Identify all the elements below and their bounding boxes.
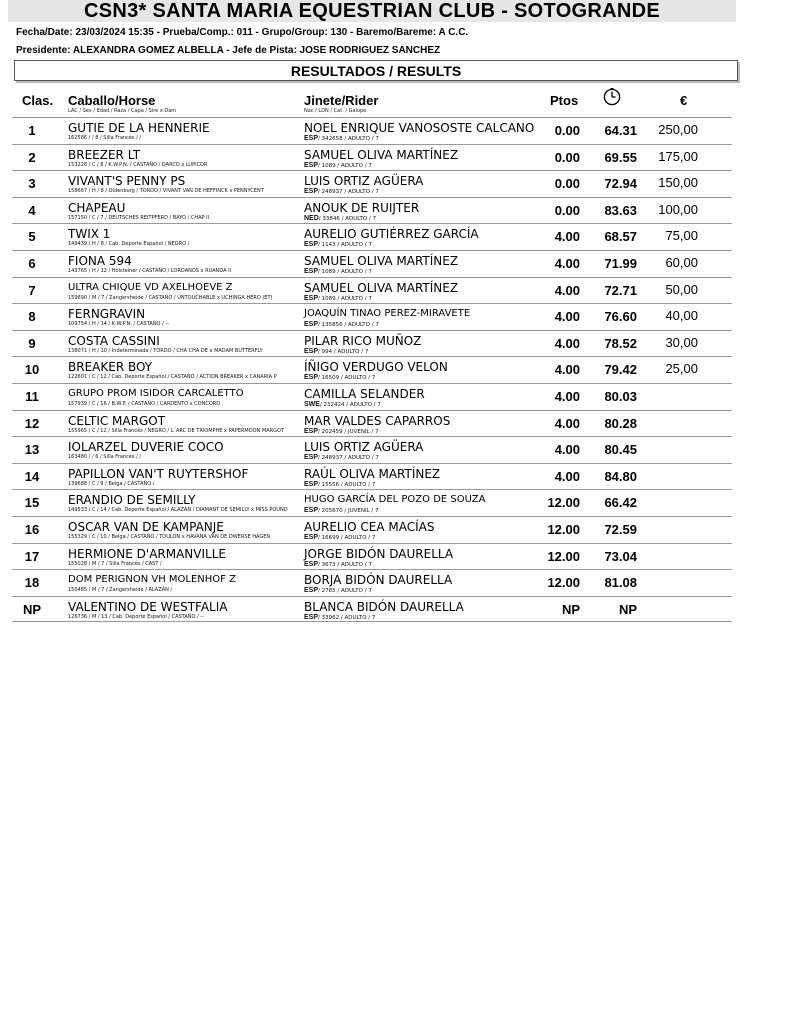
rider-nationality: ESP — [304, 135, 319, 142]
column-header-points: Ptos — [550, 93, 579, 108]
clock-icon — [603, 88, 621, 106]
rider-name: JOAQUÍN TINAO PEREZ-MIRAVETE — [304, 308, 471, 320]
rider-nationality: ESP — [304, 427, 319, 435]
time: 72.94 — [604, 176, 637, 192]
rank: NP — [22, 601, 42, 617]
horse-details: 150485 / M / 7 / Zangersheide / ALAZÁN / — [68, 587, 173, 594]
horse-details: 149533 / C / 14 / Cab. Deporte Español / ALAZÁN / DIAMANT DE SEMILLY x MISS POUND — [68, 507, 288, 514]
prize-money: 30,00 — [665, 334, 698, 350]
horse-details: 109754 / H / 14 / K.W.P.N. / CASTAÑO / -- — [68, 321, 169, 328]
rider-name: SAMUEL OLIVA MARTÍNEZ — [304, 253, 459, 268]
horse-name: FIONA 594 — [68, 253, 132, 268]
rider-name: BORJA BIDÓN DAURELLA — [304, 573, 453, 588]
rank: 14 — [24, 468, 40, 484]
time: 68.57 — [604, 229, 637, 245]
rider-details — [304, 401, 381, 408]
horse-details: 139688 / C / 9 / Belga / CASTAÑO / — [68, 480, 155, 487]
rider-license: / 16699 / ADULTO / 7 — [318, 534, 376, 541]
horse-details: 122601 / C / 12 / Cab. Deporte Español / CASTAÑO / ACTION BREAKER x CANARIA P — [68, 374, 277, 381]
time: 76.60 — [604, 309, 637, 325]
rider-details — [304, 428, 379, 435]
column-header-horse: Caballo/Horse — [68, 93, 156, 108]
rider-name: ÍÑIGO VERDUGO VELON — [304, 360, 448, 375]
rider-details — [304, 215, 376, 222]
points: 0.00 — [554, 202, 580, 218]
points: 4.00 — [554, 442, 580, 458]
points: 0.00 — [554, 149, 580, 165]
time: 66.42 — [604, 495, 637, 511]
rider-details — [304, 295, 372, 302]
horse-name: GUTIE DE LA HENNERIE — [68, 121, 210, 135]
rider-license: / 33962 / ADULTO / 7 — [318, 614, 376, 621]
table-row — [12, 436, 732, 463]
table-row — [12, 303, 732, 330]
officials-info: Presidente: ALEXANDRA GOMEZ ALBELLA - Jefe de Pista: JOSE RODRIGUEZ SANCHEZ — [16, 45, 441, 56]
time: 79.42 — [604, 362, 637, 378]
rider-details — [304, 374, 375, 381]
horse-name: IOLARZEL DUVERIE COCO — [68, 440, 224, 455]
time: 80.45 — [604, 442, 637, 458]
horse-name: BREAKER BOY — [68, 360, 153, 375]
time: 72.71 — [604, 282, 637, 298]
horse-details: 163480 / / 6 / Silla Francés / / — [68, 454, 142, 461]
rider-nationality: SWE — [304, 400, 320, 408]
column-header-rider: Jinete/Rider — [304, 93, 379, 108]
time: 83.63 — [604, 202, 637, 218]
points: 4.00 — [554, 335, 580, 351]
rider-name: PILAR RICO MUÑOZ — [304, 333, 422, 348]
points: 4.00 — [554, 388, 580, 404]
rider-license: / 232424 / ADULTO / 7 — [319, 401, 381, 408]
table-row — [12, 383, 732, 410]
rider-details — [304, 454, 379, 461]
prize-money: 175,00 — [658, 148, 698, 164]
rider-details — [304, 321, 379, 328]
rank: 8 — [28, 309, 36, 325]
horse-details: 155329 / C / 10 / Belga / CASTAÑO / TOULON x HAVANA VAN DE DWERSE HAGEN — [68, 533, 271, 540]
prize-money: 50,00 — [665, 281, 698, 297]
horse-name: HERMIONE D'ARMANVILLE — [68, 546, 226, 561]
rank: 9 — [28, 335, 36, 351]
rank: 12 — [24, 415, 40, 431]
horse-details: 162586 / / 8 / Silla Francés / / — [68, 135, 142, 141]
rider-license: / 3673 / ADULTO / 7 — [318, 561, 372, 568]
rider-nationality: ESP — [304, 347, 319, 355]
time: 72.59 — [604, 521, 637, 537]
results-heading: RESULTADOS / RESULTS — [14, 60, 738, 81]
rank: 7 — [28, 282, 36, 298]
horse-details: 138071 / H / 10 / Indeterminada / TORDO / CHA CHA DE x MADAM BUTTERFLY — [68, 347, 263, 354]
table-row — [12, 596, 732, 623]
table-row — [12, 330, 732, 357]
rider-name: BLANCA BIDÓN DAURELLA — [304, 599, 464, 614]
horse-name: CELTIC MARGOT — [68, 413, 166, 428]
rider-license: / 16509 / ADULTO / 7 — [318, 375, 376, 382]
rider-details — [304, 268, 372, 275]
points: 4.00 — [554, 309, 580, 325]
horse-details: 159690 / M / 7 / Zangersheide / CASTAÑO / UNTOUCHABLE x UCHINGA HERO (ET) — [68, 294, 273, 301]
horse-name: PAPILLON VAN'T RUYTERSHOF — [68, 466, 249, 481]
table-row — [12, 144, 732, 171]
rank: 4 — [28, 202, 36, 218]
prize-money: 25,00 — [665, 361, 698, 377]
table-row — [12, 170, 732, 197]
horse-name: VALENTINO DE WESTFALIA — [68, 599, 228, 614]
time: 69.55 — [604, 149, 637, 165]
prize-money: 40,00 — [665, 308, 698, 324]
horse-name: DOM PERIGNON VH MOLENHOF Z — [68, 574, 236, 586]
time: 64.31 — [604, 123, 637, 138]
rider-nationality: ESP — [304, 533, 319, 541]
points: NP — [561, 601, 580, 617]
rider-details — [304, 561, 372, 568]
points: 4.00 — [554, 415, 580, 431]
table-row — [12, 250, 732, 277]
rider-name: SAMUEL OLIVA MARTÍNEZ — [304, 147, 459, 162]
table-row — [12, 197, 732, 224]
time: NP — [618, 601, 637, 617]
rank: 11 — [25, 388, 39, 404]
points: 12.00 — [547, 575, 580, 591]
rider-license: / 205670 / JUVENIL / 7 — [318, 508, 379, 515]
points: 12.00 — [547, 548, 580, 564]
rider-name: AURELIO CEA MACÍAS — [304, 519, 435, 534]
rider-details — [304, 188, 379, 195]
rider-name: NOEL ENRIQUE VANOSOSTE CALCANO — [304, 121, 535, 135]
horse-details: 157150 / C / 7 / DEUTSCHES REITPFERD / BAYO / CHAP II — [68, 214, 210, 221]
rank: 2 — [28, 149, 36, 165]
horse-name: VIVANT'S PENNY PS — [68, 174, 186, 189]
time: 78.52 — [604, 335, 637, 351]
rider-name: JORGE BIDÓN DAURELLA — [304, 546, 454, 561]
rider-nationality: NED — [304, 214, 319, 222]
table-row — [12, 516, 732, 543]
rider-nationality: ESP — [304, 161, 319, 169]
rider-license: / 994 / ADULTO / 7 — [318, 348, 369, 355]
competition-info: Fecha/Date: 23/03/2024 15:35 - Prueba/Comp.: 011 - Grupo/Group: 130 - Baremo/Bareme: A C.C. — [16, 27, 469, 38]
rank: 18 — [24, 575, 40, 591]
column-header-clas: Clas. — [22, 93, 54, 108]
prize-money: 60,00 — [665, 254, 698, 270]
rider-details — [304, 614, 375, 621]
results-table — [12, 117, 732, 622]
rank: 1 — [28, 123, 36, 138]
points: 0.00 — [554, 123, 580, 138]
horse-details: 153228 / C / 8 / K.W.P.N. / CASTAÑO / DARCO x LUPICOR — [68, 161, 208, 168]
rider-name: CAMILLA SELANDER — [304, 386, 425, 401]
horse-details: 157939 / C / 16 / B.W.P. / CASTAÑO / CARDENTO x CONCORD — [68, 400, 221, 407]
rider-license: / 342658 / ADULTO / 7 — [318, 136, 379, 142]
table-row — [12, 223, 732, 250]
rider-license: / 202459 / JUVENIL / 7 — [318, 428, 379, 435]
horse-name: ULTRA CHIQUE VD AXELHOEVE Z — [68, 281, 233, 293]
rider-license: / 248937 / ADULTO / 7 — [318, 189, 379, 196]
horse-details: 155028 / M / 7 / Silla Francés / CAST / — [68, 560, 162, 567]
table-row — [12, 463, 732, 490]
rider-license: / 135856 / ADULTO / 7 — [318, 322, 379, 329]
points: 4.00 — [554, 229, 580, 245]
time: 73.04 — [604, 548, 637, 564]
table-row — [12, 410, 732, 437]
rider-license: / 2785 / ADULTO / 7 — [318, 588, 372, 595]
rider-license: / 33846 / ADULTO / 7 — [318, 215, 377, 222]
rider-name: SAMUEL OLIVA MARTÍNEZ — [304, 280, 459, 295]
horse-details: 126736 / M / 13 / Cab. Deporte Español / CASTAÑO / -- — [68, 613, 204, 620]
rider-nationality: ESP — [304, 374, 319, 382]
prize-money: 250,00 — [658, 122, 698, 137]
table-row — [12, 117, 732, 144]
horse-name: FERNGRAVIN — [68, 307, 146, 322]
time: 81.08 — [604, 575, 637, 591]
table-row — [12, 277, 732, 304]
horse-name: OSCAR VAN DE KAMPANJE — [68, 519, 224, 534]
rider-details — [304, 348, 368, 355]
table-row — [12, 543, 732, 570]
page-title: CSN3* SANTA MARIA EQUESTRIAN CLUB - SOTOGRANDE — [8, 0, 736, 22]
rider-license: / 248937 / ADULTO / 7 — [318, 455, 379, 462]
rank: 13 — [24, 442, 40, 458]
time: 80.03 — [604, 388, 637, 404]
prize-money: 150,00 — [658, 175, 698, 191]
horse-name: COSTA CASSINI — [68, 333, 160, 348]
points: 4.00 — [554, 362, 580, 378]
rank: 15 — [24, 495, 40, 511]
rank: 17 — [24, 548, 40, 564]
rank: 5 — [28, 229, 36, 245]
rider-nationality: ESP — [304, 560, 319, 568]
rider-nationality: ESP — [304, 613, 319, 621]
rider-license: / 15556 / ADULTO / 7 — [318, 481, 376, 488]
rider-nationality: ESP — [304, 587, 319, 595]
rider-name: LUIS ORTIZ AGÜERA — [304, 174, 424, 189]
horse-name: ERANDIO DE SEMILLY — [68, 493, 196, 508]
rider-details — [304, 534, 375, 541]
rider-details — [304, 587, 372, 594]
rank: 3 — [28, 176, 36, 192]
horse-name: CHAPEAU — [68, 200, 126, 215]
horse-name: TWIX 1 — [68, 227, 111, 242]
table-row — [12, 569, 732, 596]
rank: 10 — [24, 362, 40, 378]
horse-details: 158667 / H / 8 / Oldenburg / TORDO / VIVANT VAN DE HEFFINCK x PENNYCENT — [68, 188, 264, 195]
rider-license: / 1089 / ADULTO / 7 — [318, 162, 372, 169]
rider-nationality: ESP — [304, 188, 319, 196]
horse-details: 149439 / H / 8 / Cab. Deporte Español / NEGRO / — [68, 241, 190, 248]
rider-nationality: ESP — [304, 454, 319, 462]
rider-name: MAR VALDES CAPARROS — [304, 413, 451, 428]
time: 71.99 — [604, 255, 637, 271]
rank: 6 — [28, 255, 36, 271]
points: 4.00 — [554, 282, 580, 298]
column-header-prize: € — [680, 93, 688, 108]
rider-name: HUGO GARCÍA DEL POZO DE SOUZA — [304, 494, 486, 506]
rider-name: ANOUK DE RUIJTER — [304, 200, 420, 215]
points: 12.00 — [547, 495, 580, 511]
table-row — [12, 356, 732, 383]
rider-license: / 1089 / ADULTO / 7 — [318, 295, 372, 302]
rider-nationality: ESP — [304, 480, 319, 488]
prize-money: 100,00 — [658, 201, 698, 217]
rider-license: / 1089 / ADULTO / 7 — [318, 268, 372, 275]
prize-money: 75,00 — [665, 228, 698, 244]
rider-details — [304, 135, 379, 142]
rider-nationality: ESP — [304, 241, 319, 249]
points: 0.00 — [554, 176, 580, 192]
rider-nationality: ESP — [304, 321, 319, 329]
rider-details — [304, 162, 372, 169]
time: 80.28 — [604, 415, 637, 431]
rider-nationality: ESP — [304, 507, 319, 515]
points: 4.00 — [554, 468, 580, 484]
rider-name: LUIS ORTIZ AGÜERA — [304, 440, 424, 455]
time: 84.80 — [604, 468, 637, 484]
rider-nationality: ESP — [304, 267, 319, 275]
rider-license: / 1143 / ADULTO / 7 — [318, 242, 372, 249]
horse-details: 143765 / H / 12 / Holsteiner / CASTAÑO / LORDANOS x RUANDA II — [68, 267, 232, 274]
rider-details — [304, 481, 375, 488]
column-subheader-horse: LAC / Sex / Edad / Raza / Capa / Sire x Dam — [68, 108, 177, 114]
column-subheader-rider: Nac / LDN / Cat. / Galope — [304, 108, 367, 114]
horse-details: 155965 / C / 12 / Silla Francés / NEGRO / L´ARC DE TRIOMPHE x PAPERMOON MARGOT — [68, 427, 284, 434]
rider-nationality: ESP — [304, 294, 319, 302]
horse-name: BREEZER LT — [68, 147, 141, 162]
points: 4.00 — [554, 255, 580, 271]
points: 12.00 — [547, 521, 580, 537]
rider-details — [304, 241, 372, 248]
rank: 16 — [24, 521, 40, 537]
horse-name: GRUPO PROM ISIDOR CARCALETTO — [68, 387, 244, 399]
rider-details — [304, 507, 379, 514]
table-row — [12, 489, 732, 516]
rider-name: RAÚL OLIVA MARTÍNEZ — [304, 466, 441, 481]
rider-name: AURELIO GUTIÉRREZ GARCÍA — [304, 227, 479, 242]
